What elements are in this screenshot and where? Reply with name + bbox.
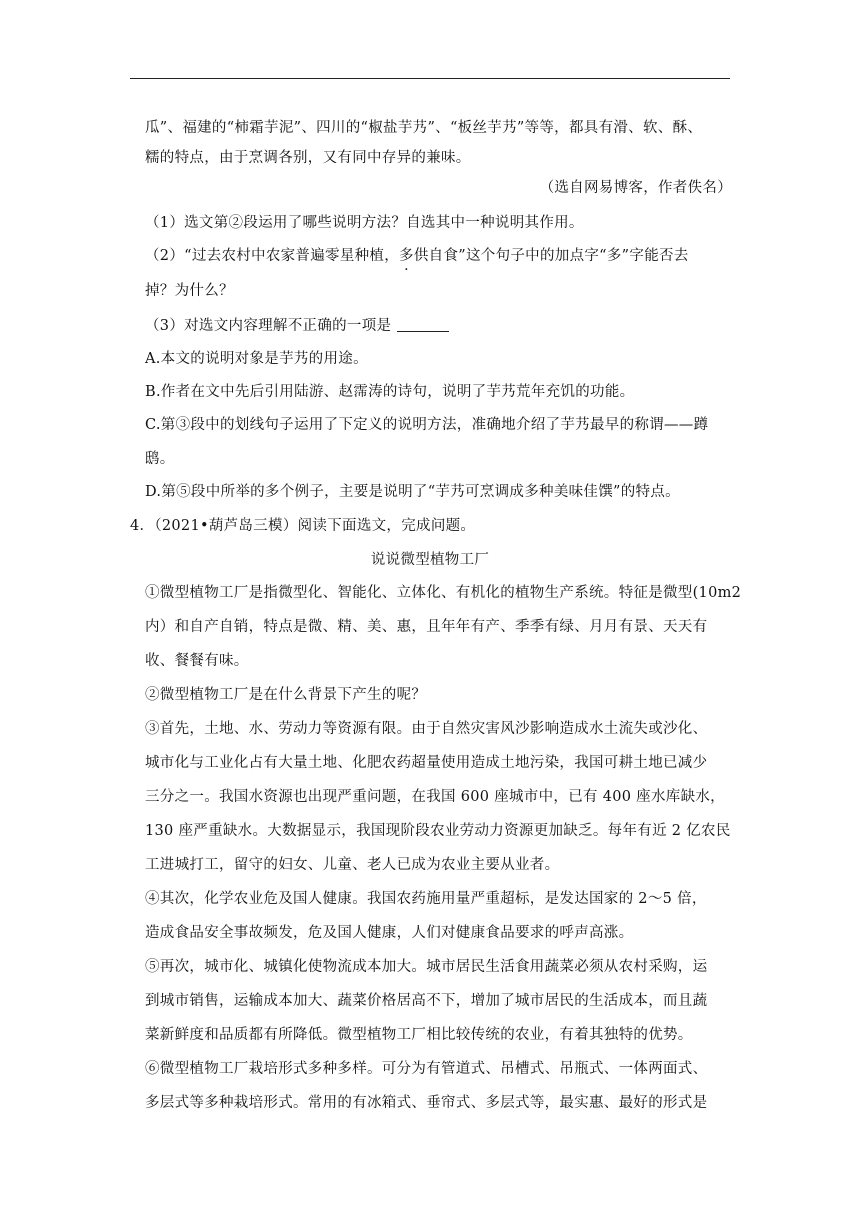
question-2-cont: 掉？为什么？ — [145, 283, 234, 299]
paragraph-line: ⑥微型植物工厂栽培形式多种多样。可分为有管道式、吊槽式、吊瓶式、一体两面式、 — [145, 1061, 708, 1077]
option-b: B.作者在文中先后引用陆游、赵霈涛的诗句，说明了芋艿荒年充饥的功能。 — [145, 384, 635, 400]
paragraph-line: 造成食品安全事故频发，危及国人健康，人们对健康食品要求的呼声高涨。 — [145, 925, 634, 941]
paragraph-line: 菜新鲜度和品质都有所降低。微型植物工厂相比较传统的农业，有着其独特的优势。 — [145, 1027, 693, 1043]
paragraph-line: 多层式等多种栽培形式。常用的有冰箱式、垂帘式、多层式等，最实惠、最好的形式是 — [145, 1095, 708, 1111]
paragraph-line: 糯的特点，由于烹调各别，又有同中存异的兼味。 — [145, 150, 471, 166]
paragraph-line: ⑤再次，城市化、城镇化使物流成本加大。城市居民生活食用蔬菜必须从农村采购，运 — [145, 959, 708, 975]
paragraph-line: 收、餐餐有味。 — [145, 653, 249, 669]
option-c-cont: 鸱。 — [145, 451, 175, 467]
paragraph-line: ③首先，土地、水、劳动力等资源有限。由于自然灾害风沙影响造成水土流失或沙化、 — [145, 721, 708, 737]
question-2-text-b: 供自食”这个句子中的加点字“多”字能否去 — [413, 248, 689, 264]
question-3 — [145, 316, 449, 336]
option-d: D.第⑤段中所举的多个例子，主要是说明了“芋艿可烹调成多种美味佳馔”的特点。 — [145, 484, 680, 500]
question-2 — [145, 246, 689, 266]
answer-blank[interactable] — [397, 317, 449, 332]
paragraph-line: 130 座严重缺水。大数据显示，我国现阶段农业劳动力资源更加缺乏。每年有近 2 亿农民 — [145, 823, 731, 839]
question-3-text: （3）对选文内容理解不正确的一项是 — [145, 318, 392, 334]
paragraph-line: 瓜”、福建的“柿霜芋泥”、四川的“椒盐芋艿”、“板丝芋艿”等等，都具有滑、软、酥、 — [145, 120, 703, 136]
paragraph-line: ②微型植物工厂是在什么背景下产生的呢？ — [145, 687, 427, 703]
paragraph-line: ①微型植物工厂是指微型化、智能化、立体化、有机化的植物生产系统。特征是微型(10m2 — [145, 585, 742, 601]
option-a: A.本文的说明对象是芋艿的用途。 — [145, 351, 368, 367]
paragraph-line: 城市化与工业化占有大量土地、化肥农药超量使用造成土地污染，我国可耕土地已减少 — [145, 755, 708, 771]
source-attribution: （选自网易博客，作者佚名） — [539, 180, 732, 196]
paragraph-line: 内）和自产自销，特点是微、精、美、惠，且年年有产、季季有绿、月月有景、天天有 — [145, 619, 708, 635]
question-4-heading: 4．（2021•葫芦岛三模）阅读下面选文，完成问题。 — [130, 518, 476, 534]
question-1: （1）选文第②段运用了哪些说明方法？自选其中一种说明其作用。 — [145, 215, 584, 231]
paragraph-line: ④其次，化学农业危及国人健康。我国农药施用量严重超标，是发达国家的 2～5 倍， — [145, 891, 707, 907]
option-c: C.第③段中的划线句子运用了下定义的说明方法，准确地介绍了芋艿最早的称谓——蹲 — [145, 417, 709, 433]
dotted-char: 多 — [399, 248, 414, 264]
question-2-text-a: （2）“过去农村中农家普遍零星种植， — [145, 248, 400, 264]
article-title: 说说微型植物工厂 — [370, 552, 490, 568]
header-rule — [130, 78, 730, 79]
paragraph-line: 三分之一。我国水资源也出现严重问题，在我国 600 座城市中，已有 400 座水库缺水， — [145, 789, 725, 805]
paragraph-line: 到城市销售，运输成本加大、蔬菜价格居高不下，增加了城市居民的生活成本，而且蔬 — [145, 993, 708, 1009]
paragraph-line: 工进城打工，留守的妇女、儿童、老人已成为农业主要从业者。 — [145, 857, 560, 873]
